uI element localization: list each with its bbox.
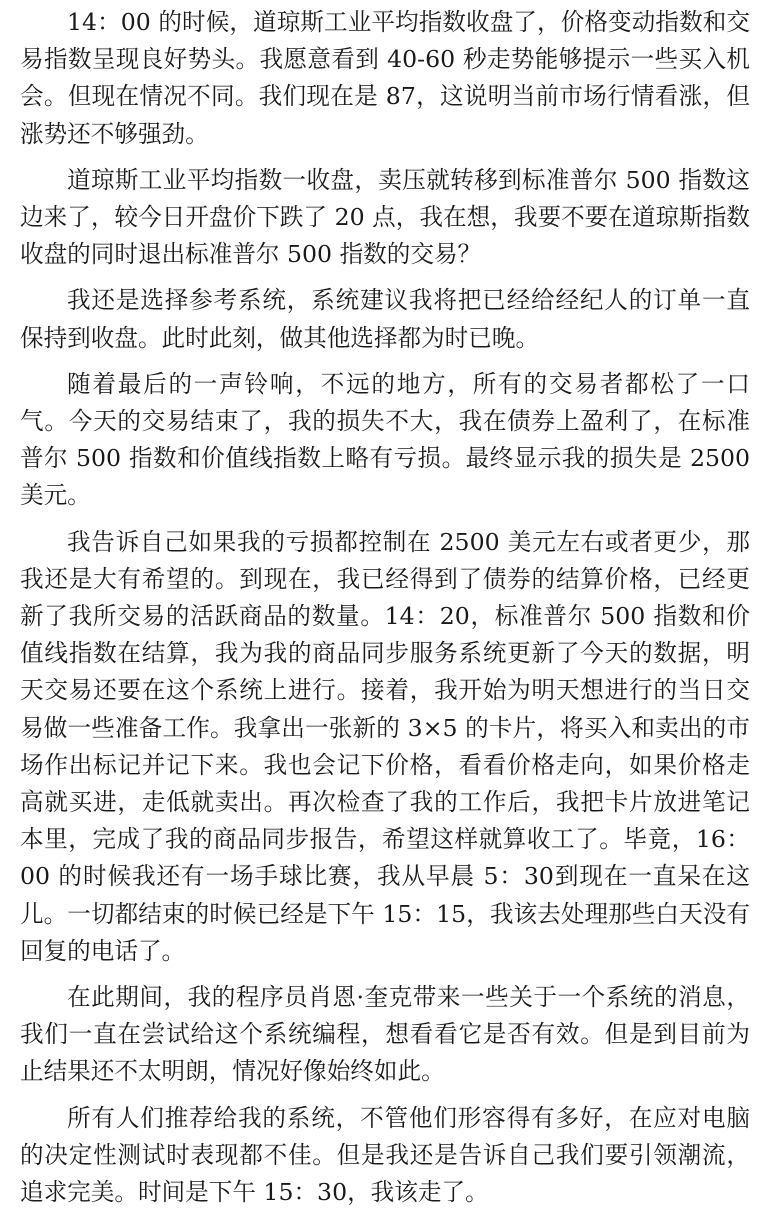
paragraph-4: 随着最后的一声铃响，不远的地方，所有的交易者都松了一口气。今天的交易结束了，我的损失不大，我在债券上盈利了，在标准普尔 500 指数和价值线指数上略有亏损。最终显示我的损失是 2500 美元。 (20, 369, 750, 510)
paragraph-5: 我告诉自己如果我的亏损都控制在 2500 美元左右或者更少，那我还是大有希望的。到现在，我已经得到了债券的结算价格，已经更新了我所交易的活跃商品的数量。14：20，标准普尔 500 指数和价值线指数在结算，我为我的商品同步服务系统更新了今天的数据，明天交易还要在这个系统上进行。接着，我开始为明天想进行的当日交易做一些准备工作。我拿出一张新的 3×5 的卡片，将买入和卖出的市场作出标记并记下来。我也会记下价格，看看价格走向，如果价格走高就买进，走低就卖出。再次检查了我的工作后，我把卡片放进笔记本里，完成了我的商品同步报告，希望这样就算收工了。毕竟，16：00 的时候我还有一场手球比赛，我从早晨 5：30到现在一直呆在这儿。一切都结束的时候已经是下午 15：15，我该去处理那些白天没有回复的电话了。 (20, 527, 750, 965)
paragraph-6: 在此期间，我的程序员肖恩·奎克带来一些关于一个系统的消息，我们一直在尝试给这个系统编程，想看看它是否有效。但是到目前为止结果还不太明朗，情况好像始终如此。 (20, 983, 750, 1086)
document-page (20, 4, 750, 1211)
paragraph-3: 我还是选择参考系统，系统建议我将把已经给经纪人的订单一直保持到收盘。此时此刻，做其他选择都为时已晚。 (20, 286, 750, 352)
paragraph-1: 14：00 的时候，道琼斯工业平均指数收盘了，价格变动指数和交易指数呈现良好势头。我愿意看到 40-60 秒走势能够提示一些买入机会。但现在情况不同。我们现在是 87，这说明当前市场行情看涨，但涨势还不够强劲。 (20, 8, 750, 148)
paragraph-2: 道琼斯工业平均指数一收盘，卖压就转移到标准普尔 500 指数这边来了，较今日开盘价下跌了 20 点，我在想，我要不要在道琼斯指数收盘的同时退出标准普尔 500 指数的交易？ (20, 165, 750, 269)
paragraph-7: 所有人们推荐给我的系统，不管他们形容得有多好，在应对电脑的决定性测试时表现都不佳。但是我还是告诉自己我们要引领潮流，追求完美。时间是下午 15：30，我该走了。 (20, 1103, 750, 1207)
